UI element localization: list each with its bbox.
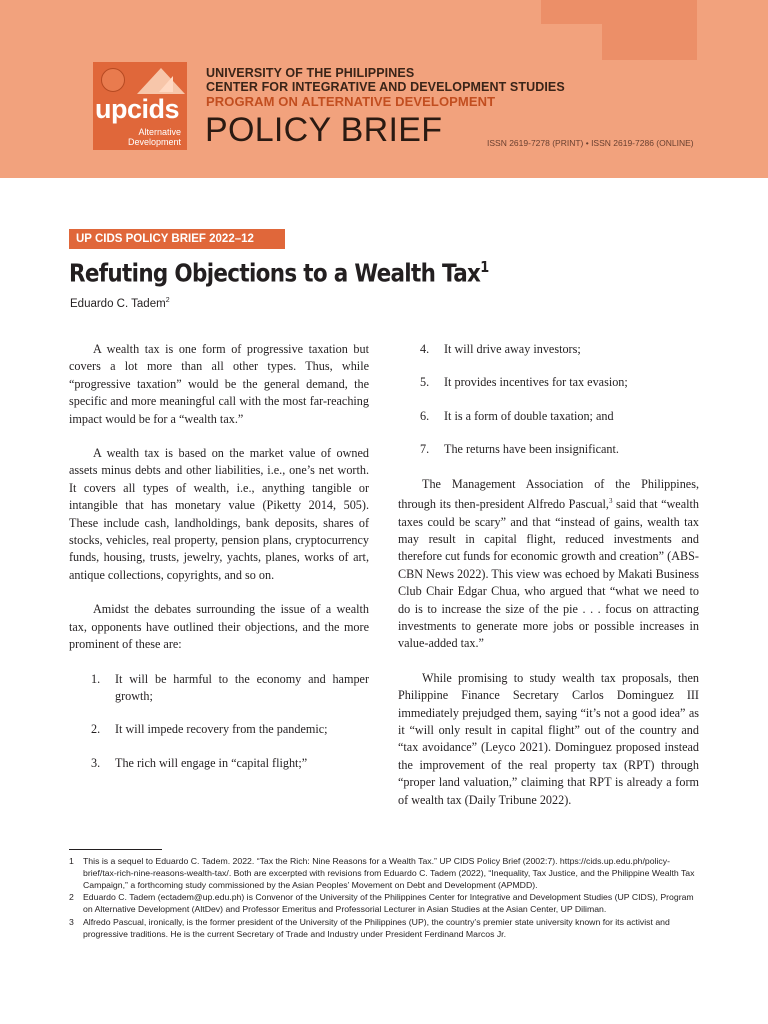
decorative-block (541, 0, 697, 24)
list-number: 5. (420, 375, 430, 390)
footnotes (69, 856, 699, 942)
list-item (69, 671, 369, 706)
body-paragraph: A wealth tax is based on the market value of owned assets minus debts and other liabilities, i.e., one’s net worth. It covers all types of wealth, i.e., anything tangible or intangible that has monetary value (Piketty 2014, 505). These include cash, landholdings, bank deposits, shares of stocks, vehicles, real property, pension plans, cryptocurrency funds, housing, trusts, jewelry, yachts, planes, works of art, antique collections, copyrights, and so on. (69, 446, 369, 582)
author-byline (70, 297, 170, 310)
footnote (69, 917, 699, 941)
header-band (0, 0, 768, 178)
list-item-text: It will be harmful to the economy and hamper growth; (115, 671, 369, 703)
list-item (398, 341, 699, 358)
paragraph-text: said that “wealth taxes could be scary” and that “instead of gains, wealth tax may result in capital flight, reduced investments and therefore cut funds for economic growth and creation” (ABS-CBN News 2022). This view was echoed by Makati Business Club Chair Edgar Chua, who argued that “what we need to do is to increase the size of the pie . . . focus on attracting investments to generate more jobs or possible increases in value-added tax.” (398, 497, 699, 651)
body-paragraph: Amidst the debates surrounding the issue of a wealth tax, opponents have outlined their objections, and the more prominent of these are: (69, 602, 369, 652)
list-item (69, 755, 369, 772)
footnote-text: Eduardo C. Tadem (ectadem@up.edu.ph) is Convenor of the University of the Philippines Center for Integrative and Development Studies (UP CIDS), Program on Alternative Development (AltDev) and Professor Emeritus and Professorial Lecturer in Asian Studies at the Asian Center, UP Diliman. (83, 892, 694, 915)
list-number: 2. (91, 722, 101, 737)
footnote-divider (69, 849, 162, 850)
footnote-ref[interactable]: 2 (165, 297, 170, 304)
paragraph-text: The Management Association of the Philippines, through its then-president Alfredo Pascual, (398, 476, 699, 512)
footnote-number: 1 (69, 856, 74, 866)
logo-subtitle-line: Development (127, 137, 181, 147)
list-item (398, 374, 699, 391)
decorative-block (602, 24, 697, 60)
article-title (69, 258, 488, 287)
list-item-text: It provides incentives for tax evasion; (444, 375, 628, 390)
list-item-text: The returns have been insignificant. (444, 442, 619, 457)
body-column-right (398, 341, 699, 809)
list-item-text: The rich will engage in “capital flight;” (115, 755, 308, 770)
list-number: 3. (91, 755, 101, 770)
issn-line: ISSN 2619-7278 (PRINT) • ISSN 2619-7286 (ONLINE) (487, 138, 694, 148)
list-number: 7. (420, 442, 430, 457)
footnote (69, 856, 699, 891)
list-item-text: It is a form of double taxation; and (444, 408, 614, 423)
list-item-text: It will drive away investors; (444, 342, 581, 356)
upcids-logo (93, 62, 187, 150)
logo-shape (159, 76, 173, 92)
list-number: 6. (420, 408, 430, 423)
footnote-ref[interactable]: 3 (608, 497, 613, 506)
university-seal-icon (101, 68, 125, 92)
series-tag: UP CIDS POLICY BRIEF 2022–12 (69, 229, 285, 249)
center-name: CENTER FOR INTEGRATIVE AND DEVELOPMENT STUDIES (206, 80, 565, 94)
logo-subtitle-line: Alternative (138, 127, 181, 137)
objections-list (69, 671, 369, 773)
footnote-text: Alfredo Pascual, ironically, is the former president of the University of the Philippines (UP), the country’s premier state university known for its activist and progressive traditions. He is the current Secretary of Trade and Industry under President Ferdinand Marcos Jr. (83, 916, 670, 939)
document-type-title: POLICY BRIEF (205, 111, 443, 149)
list-number: 1. (91, 671, 101, 686)
institution-name: UNIVERSITY OF THE PHILIPPINES (206, 66, 415, 80)
body-paragraph (398, 476, 699, 653)
footnote-ref[interactable]: 1 (480, 258, 489, 276)
footnote (69, 892, 699, 916)
body-paragraph: While promising to study wealth tax proposals, then Philippine Finance Secretary Carlos Dominguez III immediately prejudged them, saying “it’s not a good idea” as it “will only result in capital flight” out of the country and “tax avoidance” (Leyco 2021). Dominguez proposed instead the improvement of the real property tax (RPT) through “proper land valuation,” claiming that RPT is already a form of wealth tax (Daily Tribune 2022). (398, 670, 699, 807)
list-number: 4. (420, 342, 430, 356)
list-item (398, 441, 699, 458)
footnote-number: 3 (69, 916, 74, 927)
objections-list-continued (398, 341, 699, 459)
footnote-text: This is a sequel to Eduardo C. Tadem. 2022. “Tax the Rich: Nine Reasons for a Wealth Tax.” UP CIDS Policy Brief (2002:7). https://cids.up.edu.ph/policy-brief/tax-rich-nine-reasons-wealth-tax/. Both are excerpted with revisions from Eduardo C. Tadem (2022), “Inequality, Tax Justice, and the Philippine Wealth Tax Campaign,” a forthcoming study commissioned by the Asian Peoples’ Movement on Debt and Development (APMDD). (83, 856, 695, 890)
program-name: PROGRAM ON ALTERNATIVE DEVELOPMENT (206, 94, 496, 109)
article-title-text: Refuting Objections to a Wealth Tax (69, 258, 481, 288)
logo-subtitle (93, 127, 185, 147)
list-item-text: It will impede recovery from the pandemic; (115, 722, 328, 737)
logo-wordmark: upcids (95, 94, 180, 124)
body-paragraph: A wealth tax is one form of progressive taxation but covers a lot more than all other types. Thus, while “progressive taxation” would be the general demand, the specific and more meaningful call with the most far-reaching impact would be for a “wealth tax.” (69, 342, 369, 426)
footnote-number: 2 (69, 892, 74, 903)
list-item (398, 408, 699, 425)
list-item (69, 721, 369, 738)
author-name: Eduardo C. Tadem (70, 297, 166, 310)
body-column-left (69, 341, 369, 772)
